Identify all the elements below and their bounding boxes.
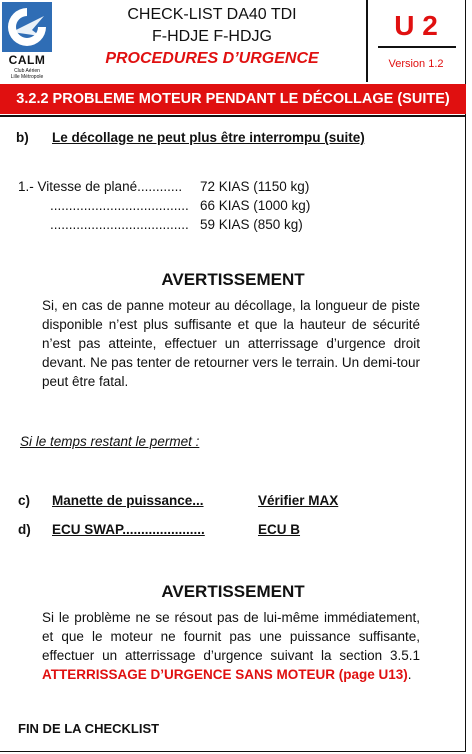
- version-label: Version 1.2: [388, 58, 444, 70]
- glide-row-2-value: 66 KIAS (1000 kg): [200, 198, 311, 213]
- calm-logo-icon: [2, 2, 52, 52]
- checklist-code: U 2: [394, 10, 438, 41]
- condition-label: Si le temps restant le permet :: [20, 434, 200, 449]
- glide-row-1-label: 1.- Vitesse de plané............: [18, 179, 183, 194]
- item-c-marker: c): [18, 493, 31, 508]
- checklist-end: FIN DE LA CHECKLIST: [18, 721, 160, 736]
- header-line-2: F-HDJE F-HDJG: [152, 28, 272, 45]
- header-titles: [58, 4, 366, 70]
- banner-bottom-rule: [0, 115, 466, 117]
- warning-2-text: Si le problème ne se résout pas de lui-même immédiatement, et que le moteur ne fournit pas une puissance suffisante, effectuer un atterrissage d’urgence suivant la section 3.5.1: [42, 610, 420, 663]
- glide-row-3-label: .....................................: [50, 217, 189, 232]
- section-banner: 3.2.2 PROBLEME MOTEUR PENDANT LE DÉCOLLAGE (SUITE): [0, 84, 466, 114]
- warning-1-title: AVERTISSEMENT: [161, 270, 305, 289]
- header-procedures: PROCEDURES D’URGENCE: [105, 50, 319, 67]
- logo-subtext: [2, 68, 52, 80]
- logo-text: CALM: [8, 53, 46, 67]
- item-d-marker: d): [18, 522, 31, 537]
- warning-2-paragraph: [42, 608, 420, 684]
- warning-2-reference: ATTERRISSAGE D’URGENCE SANS MOTEUR (page U13): [42, 667, 408, 682]
- glide-row-2-label: .....................................: [50, 198, 189, 213]
- glide-row-1-value: 72 KIAS (1150 kg): [200, 179, 310, 194]
- warning-1-text: Si, en cas de panne moteur au décollage, la longueur de piste disponible n’est plus suffisante et que la hauteur de sécurité n’est pas atteinte, effectuer un atterrissage d’urgence droit devant. Ne pas tenter de retourner vers le terrain. Un demi-tour peut être fatal.: [42, 298, 420, 389]
- section-b-marker: b): [16, 130, 29, 145]
- calm-logo: [2, 2, 52, 80]
- item-d-action: ECU B: [258, 522, 301, 537]
- warning-2-end: .: [407, 667, 412, 682]
- glide-row-3-value: 59 KIAS (850 kg): [200, 217, 303, 232]
- section-b-title: Le décollage ne peut plus être interrompu (suite): [52, 130, 365, 145]
- item-c-label: Manette de puissance...: [52, 493, 204, 508]
- item-d-label: ECU SWAP......................: [52, 522, 205, 537]
- item-c-action: Vérifier MAX: [258, 493, 339, 508]
- header-line-1: CHECK-LIST DA40 TDI: [127, 6, 297, 23]
- code-underline: [378, 46, 456, 48]
- header: [0, 0, 466, 82]
- logo-subtext-2: Lille Métropole: [10, 74, 44, 80]
- logo-subtext-1: Club Aérien: [14, 68, 40, 74]
- warning-2-title: AVERTISSEMENT: [161, 582, 305, 601]
